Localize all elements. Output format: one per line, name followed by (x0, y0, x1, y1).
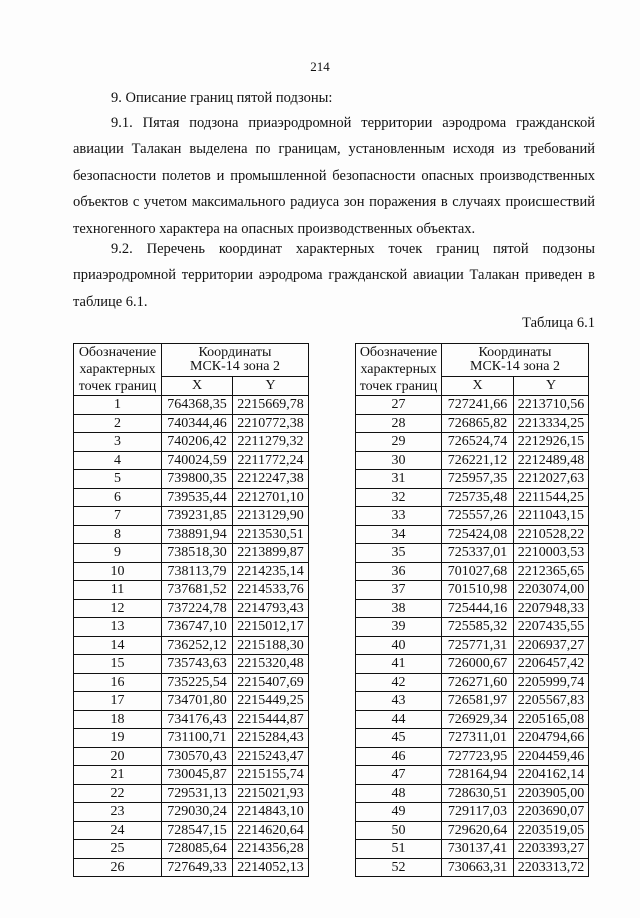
y-coordinate: 2203905,00 (514, 784, 589, 803)
y-coordinate: 2205567,83 (514, 692, 589, 711)
y-coordinate: 2204794,66 (514, 729, 589, 748)
point-number: 26 (74, 858, 162, 877)
point-number: 1 (74, 396, 162, 415)
section-heading: 9. Описание границ пятой подзоны: (111, 90, 333, 106)
point-number: 18 (74, 710, 162, 729)
table-row (356, 562, 589, 581)
table-row (356, 636, 589, 655)
coordinates-table-right (355, 343, 589, 877)
y-coordinate: 2214533,76 (233, 581, 309, 600)
table-row (356, 784, 589, 803)
y-coordinate: 2204459,46 (514, 747, 589, 766)
table-row (74, 396, 309, 415)
y-coordinate: 2212926,15 (514, 433, 589, 452)
table-row (74, 784, 309, 803)
y-coordinate: 2203393,27 (514, 840, 589, 859)
x-coordinate: 725771,31 (442, 636, 514, 655)
point-number: 7 (74, 507, 162, 526)
table-row (74, 618, 309, 637)
table-row (74, 599, 309, 618)
y-coordinate: 2215444,87 (233, 710, 309, 729)
point-number: 33 (356, 507, 442, 526)
table-caption: Таблица 6.1 (522, 315, 595, 331)
y-coordinate: 2213710,56 (514, 396, 589, 415)
point-number: 42 (356, 673, 442, 692)
x-coordinate: 764368,35 (162, 396, 233, 415)
point-number: 31 (356, 470, 442, 489)
table-row (356, 488, 589, 507)
y-coordinate: 2215243,47 (233, 747, 309, 766)
y-coordinate: 2203519,05 (514, 821, 589, 840)
table-row (356, 618, 589, 637)
point-number: 46 (356, 747, 442, 766)
y-coordinate: 2214356,28 (233, 840, 309, 859)
point-number: 24 (74, 821, 162, 840)
x-coordinate: 726221,12 (442, 451, 514, 470)
y-coordinate: 2203074,00 (514, 581, 589, 600)
x-coordinate: 725424,08 (442, 525, 514, 544)
point-number: 48 (356, 784, 442, 803)
y-coordinate: 2215021,93 (233, 784, 309, 803)
x-coordinate: 727649,33 (162, 858, 233, 877)
y-coordinate: 2215407,69 (233, 673, 309, 692)
header-point-designation: Обозначение характерных точек границ (74, 344, 162, 396)
point-number: 25 (74, 840, 162, 859)
point-number: 39 (356, 618, 442, 637)
y-coordinate: 2205999,74 (514, 673, 589, 692)
x-coordinate: 726000,67 (442, 655, 514, 674)
x-coordinate: 701510,98 (442, 581, 514, 600)
table-row (74, 451, 309, 470)
x-coordinate: 737681,52 (162, 581, 233, 600)
x-coordinate: 735743,63 (162, 655, 233, 674)
table-row (74, 544, 309, 563)
y-coordinate: 2212247,38 (233, 470, 309, 489)
x-coordinate: 731100,71 (162, 729, 233, 748)
y-coordinate: 2211043,15 (514, 507, 589, 526)
y-coordinate: 2215669,78 (233, 396, 309, 415)
x-coordinate: 728164,94 (442, 766, 514, 785)
table-row (356, 821, 589, 840)
table-row (356, 599, 589, 618)
x-coordinate: 738891,94 (162, 525, 233, 544)
point-number: 50 (356, 821, 442, 840)
y-coordinate: 2212365,65 (514, 562, 589, 581)
table-row (74, 747, 309, 766)
point-number: 2 (74, 414, 162, 433)
y-coordinate: 2215449,25 (233, 692, 309, 711)
table-row (356, 747, 589, 766)
header-x: X (442, 376, 514, 395)
x-coordinate: 734176,43 (162, 710, 233, 729)
x-coordinate: 730045,87 (162, 766, 233, 785)
table-row (356, 692, 589, 711)
y-coordinate: 2210772,38 (233, 414, 309, 433)
x-coordinate: 728630,51 (442, 784, 514, 803)
table-row (356, 655, 589, 674)
x-coordinate: 738518,30 (162, 544, 233, 563)
point-number: 13 (74, 618, 162, 637)
point-number: 44 (356, 710, 442, 729)
point-number: 23 (74, 803, 162, 822)
y-coordinate: 2215320,48 (233, 655, 309, 674)
table-row (356, 433, 589, 452)
point-number: 10 (74, 562, 162, 581)
y-coordinate: 2213530,51 (233, 525, 309, 544)
point-number: 12 (74, 599, 162, 618)
point-number: 49 (356, 803, 442, 822)
x-coordinate: 728547,15 (162, 821, 233, 840)
x-coordinate: 727311,01 (442, 729, 514, 748)
y-coordinate: 2214620,64 (233, 821, 309, 840)
table-row (74, 858, 309, 877)
point-number: 51 (356, 840, 442, 859)
point-number: 35 (356, 544, 442, 563)
y-coordinate: 2212489,48 (514, 451, 589, 470)
table-row (356, 803, 589, 822)
table-row (356, 451, 589, 470)
y-coordinate: 2213334,25 (514, 414, 589, 433)
table-row (74, 710, 309, 729)
point-number: 8 (74, 525, 162, 544)
table-row (356, 858, 589, 877)
table-row (74, 729, 309, 748)
x-coordinate: 725735,48 (442, 488, 514, 507)
x-coordinate: 701027,68 (442, 562, 514, 581)
point-number: 47 (356, 766, 442, 785)
header-coordinates: Координаты МСК-14 зона 2 (162, 344, 309, 377)
table-row (74, 803, 309, 822)
x-coordinate: 734701,80 (162, 692, 233, 711)
table-row (356, 544, 589, 563)
table-row (74, 562, 309, 581)
x-coordinate: 739800,35 (162, 470, 233, 489)
x-coordinate: 726929,34 (442, 710, 514, 729)
y-coordinate: 2214052,13 (233, 858, 309, 877)
table-row (356, 673, 589, 692)
y-coordinate: 2203690,07 (514, 803, 589, 822)
y-coordinate: 2215188,30 (233, 636, 309, 655)
header-y: Y (233, 376, 309, 395)
y-coordinate: 2215012,17 (233, 618, 309, 637)
point-number: 6 (74, 488, 162, 507)
table-row (356, 507, 589, 526)
x-coordinate: 740024,59 (162, 451, 233, 470)
x-coordinate: 739535,44 (162, 488, 233, 507)
table-row (74, 414, 309, 433)
table-row (356, 414, 589, 433)
point-number: 3 (74, 433, 162, 452)
x-coordinate: 725337,01 (442, 544, 514, 563)
table-row (74, 673, 309, 692)
x-coordinate: 729531,13 (162, 784, 233, 803)
x-coordinate: 725557,26 (442, 507, 514, 526)
y-coordinate: 2215155,74 (233, 766, 309, 785)
header-coordinates: Координаты МСК-14 зона 2 (442, 344, 589, 377)
x-coordinate: 730137,41 (442, 840, 514, 859)
point-number: 15 (74, 655, 162, 674)
x-coordinate: 736747,10 (162, 618, 233, 637)
table-row (74, 470, 309, 489)
point-number: 34 (356, 525, 442, 544)
y-coordinate: 2212027,63 (514, 470, 589, 489)
header-point-designation: Обозначение характерных точек границ (356, 344, 442, 396)
table-row (356, 525, 589, 544)
table-row (74, 507, 309, 526)
y-coordinate: 2211279,32 (233, 433, 309, 452)
x-coordinate: 729620,64 (442, 821, 514, 840)
table-row (356, 729, 589, 748)
point-number: 9 (74, 544, 162, 563)
table-body-left (74, 396, 309, 877)
y-coordinate: 2207435,55 (514, 618, 589, 637)
x-coordinate: 729117,03 (442, 803, 514, 822)
point-number: 36 (356, 562, 442, 581)
point-number: 41 (356, 655, 442, 674)
point-number: 32 (356, 488, 442, 507)
y-coordinate: 2210528,22 (514, 525, 589, 544)
y-coordinate: 2214235,14 (233, 562, 309, 581)
page-number: 214 (310, 59, 330, 74)
x-coordinate: 725957,35 (442, 470, 514, 489)
x-coordinate: 736252,12 (162, 636, 233, 655)
point-number: 28 (356, 414, 442, 433)
point-number: 14 (74, 636, 162, 655)
point-number: 19 (74, 729, 162, 748)
table-row (356, 710, 589, 729)
x-coordinate: 730663,31 (442, 858, 514, 877)
y-coordinate: 2205165,08 (514, 710, 589, 729)
header-x: X (162, 376, 233, 395)
table-row (74, 692, 309, 711)
x-coordinate: 740344,46 (162, 414, 233, 433)
point-number: 29 (356, 433, 442, 452)
x-coordinate: 727241,66 (442, 396, 514, 415)
table-row (74, 766, 309, 785)
table-row (74, 581, 309, 600)
table-row (356, 396, 589, 415)
x-coordinate: 726581,97 (442, 692, 514, 711)
x-coordinate: 729030,24 (162, 803, 233, 822)
x-coordinate: 739231,85 (162, 507, 233, 526)
x-coordinate: 727723,95 (442, 747, 514, 766)
x-coordinate: 730570,43 (162, 747, 233, 766)
y-coordinate: 2214843,10 (233, 803, 309, 822)
point-number: 52 (356, 858, 442, 877)
table-row (74, 821, 309, 840)
point-number: 30 (356, 451, 442, 470)
y-coordinate: 2211772,24 (233, 451, 309, 470)
y-coordinate: 2210003,53 (514, 544, 589, 563)
table-body-right (356, 396, 589, 877)
y-coordinate: 2203313,72 (514, 858, 589, 877)
point-number: 45 (356, 729, 442, 748)
y-coordinate: 2211544,25 (514, 488, 589, 507)
x-coordinate: 738113,79 (162, 562, 233, 581)
x-coordinate: 725585,32 (442, 618, 514, 637)
coordinates-table-left (73, 343, 309, 877)
x-coordinate: 726271,60 (442, 673, 514, 692)
y-coordinate: 2206937,27 (514, 636, 589, 655)
point-number: 37 (356, 581, 442, 600)
point-number: 27 (356, 396, 442, 415)
point-number: 20 (74, 747, 162, 766)
table-row (74, 488, 309, 507)
x-coordinate: 737224,78 (162, 599, 233, 618)
point-number: 43 (356, 692, 442, 711)
table-row (356, 840, 589, 859)
table-row (74, 525, 309, 544)
x-coordinate: 725444,16 (442, 599, 514, 618)
point-number: 21 (74, 766, 162, 785)
point-number: 17 (74, 692, 162, 711)
y-coordinate: 2213129,90 (233, 507, 309, 526)
y-coordinate: 2206457,42 (514, 655, 589, 674)
table-row (74, 636, 309, 655)
point-number: 16 (74, 673, 162, 692)
point-number: 38 (356, 599, 442, 618)
x-coordinate: 726865,82 (442, 414, 514, 433)
y-coordinate: 2215284,43 (233, 729, 309, 748)
table-row (74, 433, 309, 452)
x-coordinate: 726524,74 (442, 433, 514, 452)
point-number: 5 (74, 470, 162, 489)
y-coordinate: 2212701,10 (233, 488, 309, 507)
y-coordinate: 2213899,87 (233, 544, 309, 563)
table-row (356, 766, 589, 785)
table-row (356, 470, 589, 489)
table-row (356, 581, 589, 600)
y-coordinate: 2204162,14 (514, 766, 589, 785)
y-coordinate: 2207948,33 (514, 599, 589, 618)
point-number: 22 (74, 784, 162, 803)
x-coordinate: 735225,54 (162, 673, 233, 692)
point-number: 11 (74, 581, 162, 600)
x-coordinate: 740206,42 (162, 433, 233, 452)
paragraph-9-2: 9.2. Перечень координат характерных точек границ пятой подзоны приаэродромной территории аэродрома гражданской авиации Талакан приведен в таблице 6.1. (73, 241, 595, 310)
table-row (74, 840, 309, 859)
x-coordinate: 728085,64 (162, 840, 233, 859)
header-y: Y (514, 376, 589, 395)
y-coordinate: 2214793,43 (233, 599, 309, 618)
point-number: 40 (356, 636, 442, 655)
paragraph-9-1: 9.1. Пятая подзона приаэродромной территории аэродрома гражданской авиации Талакан выделена по границам, установленным исходя из требований безопасности полетов и промышленной безопасности опасных производственных объектов с учетом максимального радиуса зон поражения в случаях происшествий техногенного характера на опасных производственных объектах. (73, 115, 595, 237)
table-row (74, 655, 309, 674)
point-number: 4 (74, 451, 162, 470)
